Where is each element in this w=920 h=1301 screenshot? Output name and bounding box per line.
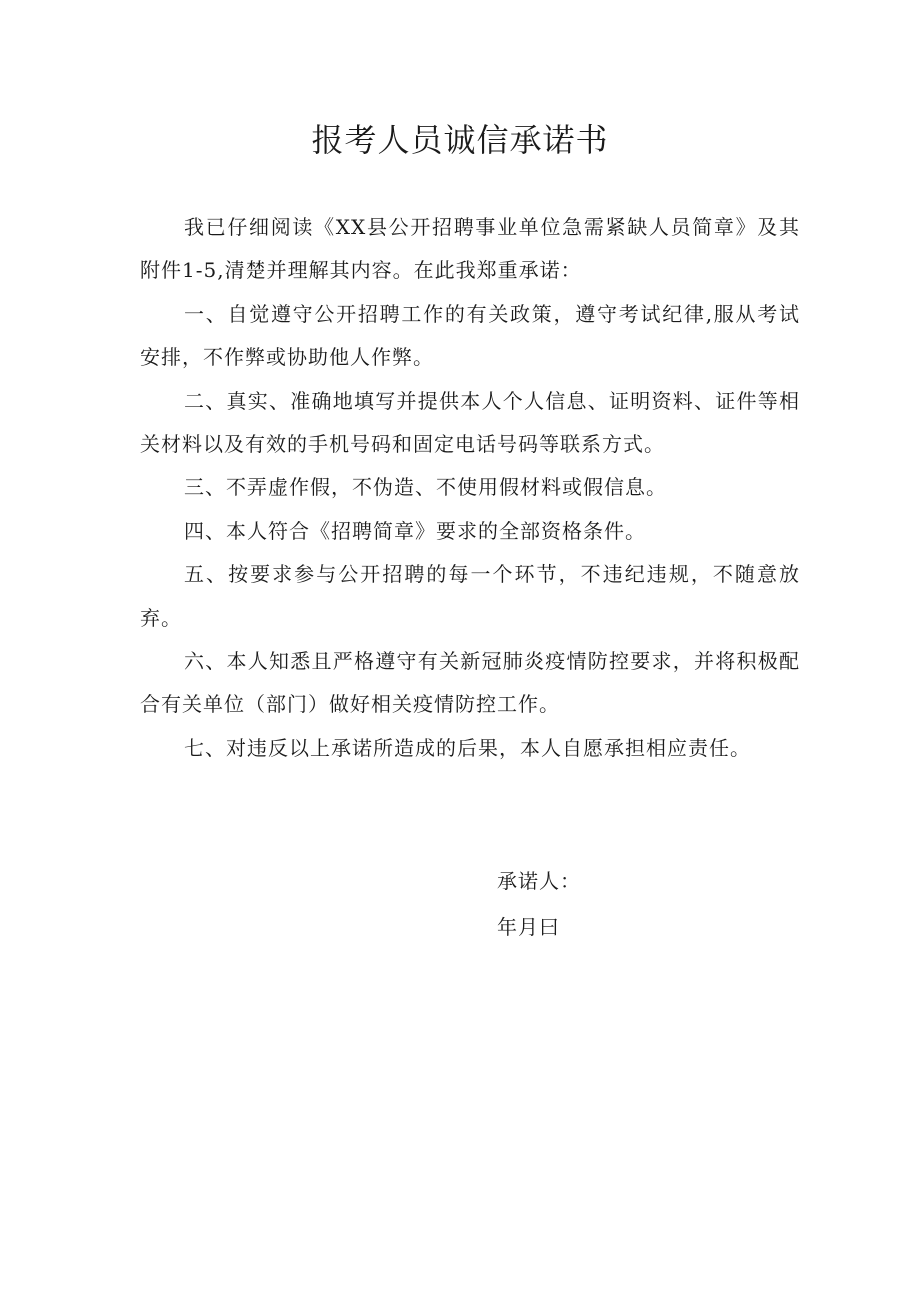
pledge-item-7: 七、对违反以上承诺所造成的后果，本人自愿承担相应责任。 (184, 735, 751, 760)
pledge-item-6: 六、本人知悉且严格遵守有关新冠肺炎疫情防控要求，并将积极配合有关单位（部门）做好相关疫情防控工作。 (140, 649, 800, 717)
signer-label: 承诺人： (497, 869, 581, 893)
pledge-item-5: 五、按要求参与公开招聘的每一个环节，不违纪违规，不随意放弃。 (140, 562, 800, 630)
intro-paragraph: 我已仔细阅读《XX县公开招聘事业单位急需紧缺人员简章》及其附件1-5,清楚并理解其内容。在此我郑重承诺： (140, 215, 800, 283)
document-title: 报考人员诚信承诺书 (311, 121, 609, 159)
pledge-item-4: 四、本人符合《招聘简章》要求的全部资格条件。 (184, 518, 646, 543)
document-body (140, 206, 800, 770)
signature-block (497, 858, 797, 950)
pledge-item-2: 二、真实、准确地填写并提供本人个人信息、证明资料、证件等相关材料以及有效的手机号码和固定电话号码等联系方式。 (140, 388, 800, 457)
pledge-item-1: 一、自觉遵守公开招聘工作的有关政策，遵守考试纪律,服从考试安排，不作弊或协助他人作弊。 (140, 301, 800, 370)
date-label: 年月曰 (497, 915, 560, 939)
pledge-item-3: 三、不弄虚作假，不伪造、不使用假材料或假信息。 (184, 475, 667, 500)
